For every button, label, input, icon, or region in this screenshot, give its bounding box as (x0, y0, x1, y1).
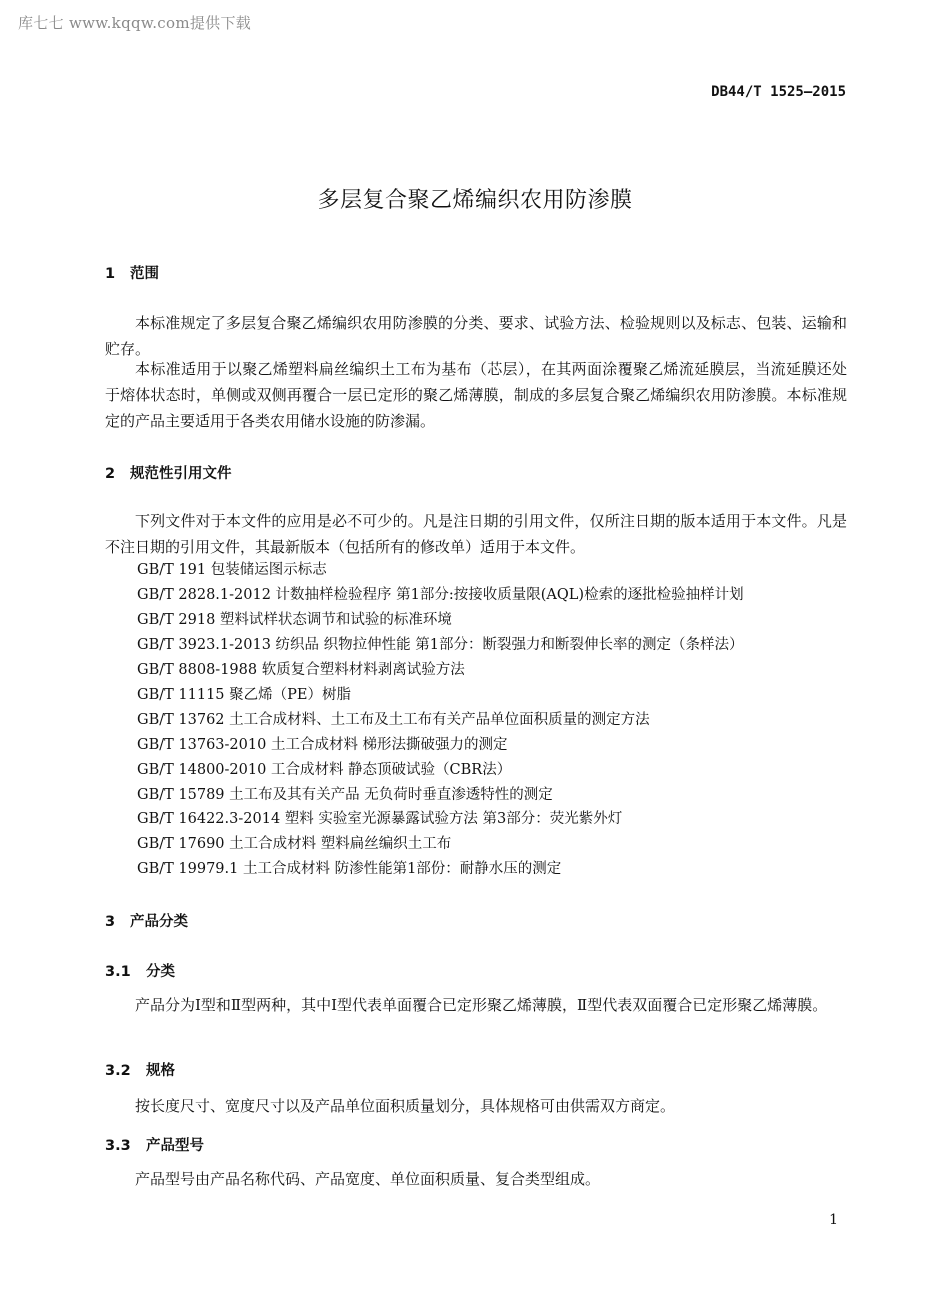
section-title: 规范性引用文件 (130, 466, 232, 482)
reference-item: GB/T 13763-2010 土工合成材料 梯形法撕破强力的测定 (137, 737, 508, 753)
subsection-title: 产品型号 (146, 1138, 204, 1154)
subsection-3-1-heading (105, 960, 175, 981)
subsection-title: 规格 (146, 1063, 175, 1079)
reference-item: GB/T 2828.1-2012 计数抽样检验程序 第1部分:按接收质量限(AQL)检索的逐批检验抽样计划 (137, 587, 744, 603)
reference-item: GB/T 15789 土工布及其有关产品 无负荷时垂直渗透特性的测定 (137, 787, 553, 803)
reference-item: GB/T 17690 土工合成材料 塑料扁丝编织土工布 (137, 836, 452, 852)
subsection-title: 分类 (146, 964, 175, 980)
page-number: 1 (829, 1212, 838, 1228)
document-number: DB44/T 1525—2015 (711, 84, 846, 100)
subsection-number: 3.1 (105, 964, 131, 980)
subsection-3-2-heading (105, 1059, 175, 1080)
reference-item: GB/T 11115 聚乙烯（PE）树脂 (137, 687, 351, 703)
reference-item: GB/T 16422.3-2014 塑料 实验室光源暴露试验方法 第3部分：荧光紫外灯 (137, 811, 623, 827)
section-1-heading (105, 262, 159, 283)
subsection-number: 3.3 (105, 1138, 131, 1154)
section-title: 范围 (130, 266, 159, 282)
page-title: 多层复合聚乙烯编织农用防渗膜 (317, 188, 633, 213)
reference-item: GB/T 191 包装储运图示标志 (137, 562, 327, 578)
section-3-heading (105, 910, 188, 931)
watermark-text: 库七七 www.kqqw.com提供下载 (18, 14, 252, 32)
section-2-intro: 下列文件对于本文件的应用是必不可少的。凡是注日期的引用文件，仅所注日期的版本适用于本文件。凡是不注日期的引用文件，其最新版本（包括所有的修改单）适用于本文件。 (105, 512, 847, 556)
subsection-3-2-text: 按长度尺寸、宽度尺寸以及产品单位面积质量划分，具体规格可由供需双方商定。 (135, 1097, 676, 1115)
reference-item: GB/T 8808-1988 软质复合塑料材料剥离试验方法 (137, 662, 465, 678)
reference-item: GB/T 2918 塑料试样状态调节和试验的标准环境 (137, 612, 452, 628)
section-1-paragraph: 本标准适用于以聚乙烯塑料扁丝编织土工布为基布（芯层），在其两面涂覆聚乙烯流延膜层，当流延膜还处于熔体状态时，单侧或双侧再覆合一层已定形的聚乙烯薄膜，制成的多层复合聚乙烯编织农用防渗膜。本标准规定的产品主要适用于各类农用储水设施的防渗漏。 (105, 360, 847, 430)
section-title: 产品分类 (130, 914, 188, 930)
section-number: 1 (105, 266, 116, 282)
subsection-3-3-heading (105, 1134, 204, 1155)
section-2-heading (105, 462, 232, 483)
reference-item: GB/T 14800-2010 工合成材料 静态顶破试验（CBR法） (137, 762, 512, 778)
reference-item: GB/T 19979.1 土工合成材料 防渗性能第1部份：耐静水压的测定 (137, 861, 562, 877)
subsection-number: 3.2 (105, 1063, 131, 1079)
section-1-paragraph: 本标准规定了多层复合聚乙烯编织农用防渗膜的分类、要求、试验方法、检验规则以及标志、包装、运输和贮存。 (105, 314, 847, 358)
subsection-3-3-text: 产品型号由产品名称代码、产品宽度、单位面积质量、复合类型组成。 (135, 1170, 601, 1188)
section-number: 2 (105, 466, 116, 482)
reference-item: GB/T 13762 土工合成材料、土工布及土工布有关产品单位面积质量的测定方法 (137, 712, 650, 728)
subsection-3-1-text: 产品分为Ⅰ型和Ⅱ型两种，其中Ⅰ型代表单面覆合已定形聚乙烯薄膜，Ⅱ型代表双面覆合已定形聚乙烯薄膜。 (135, 996, 828, 1014)
reference-item: GB/T 3923.1-2013 纺织品 织物拉伸性能 第1部分：断裂强力和断裂伸长率的测定（条样法） (137, 637, 744, 653)
section-number: 3 (105, 914, 116, 930)
